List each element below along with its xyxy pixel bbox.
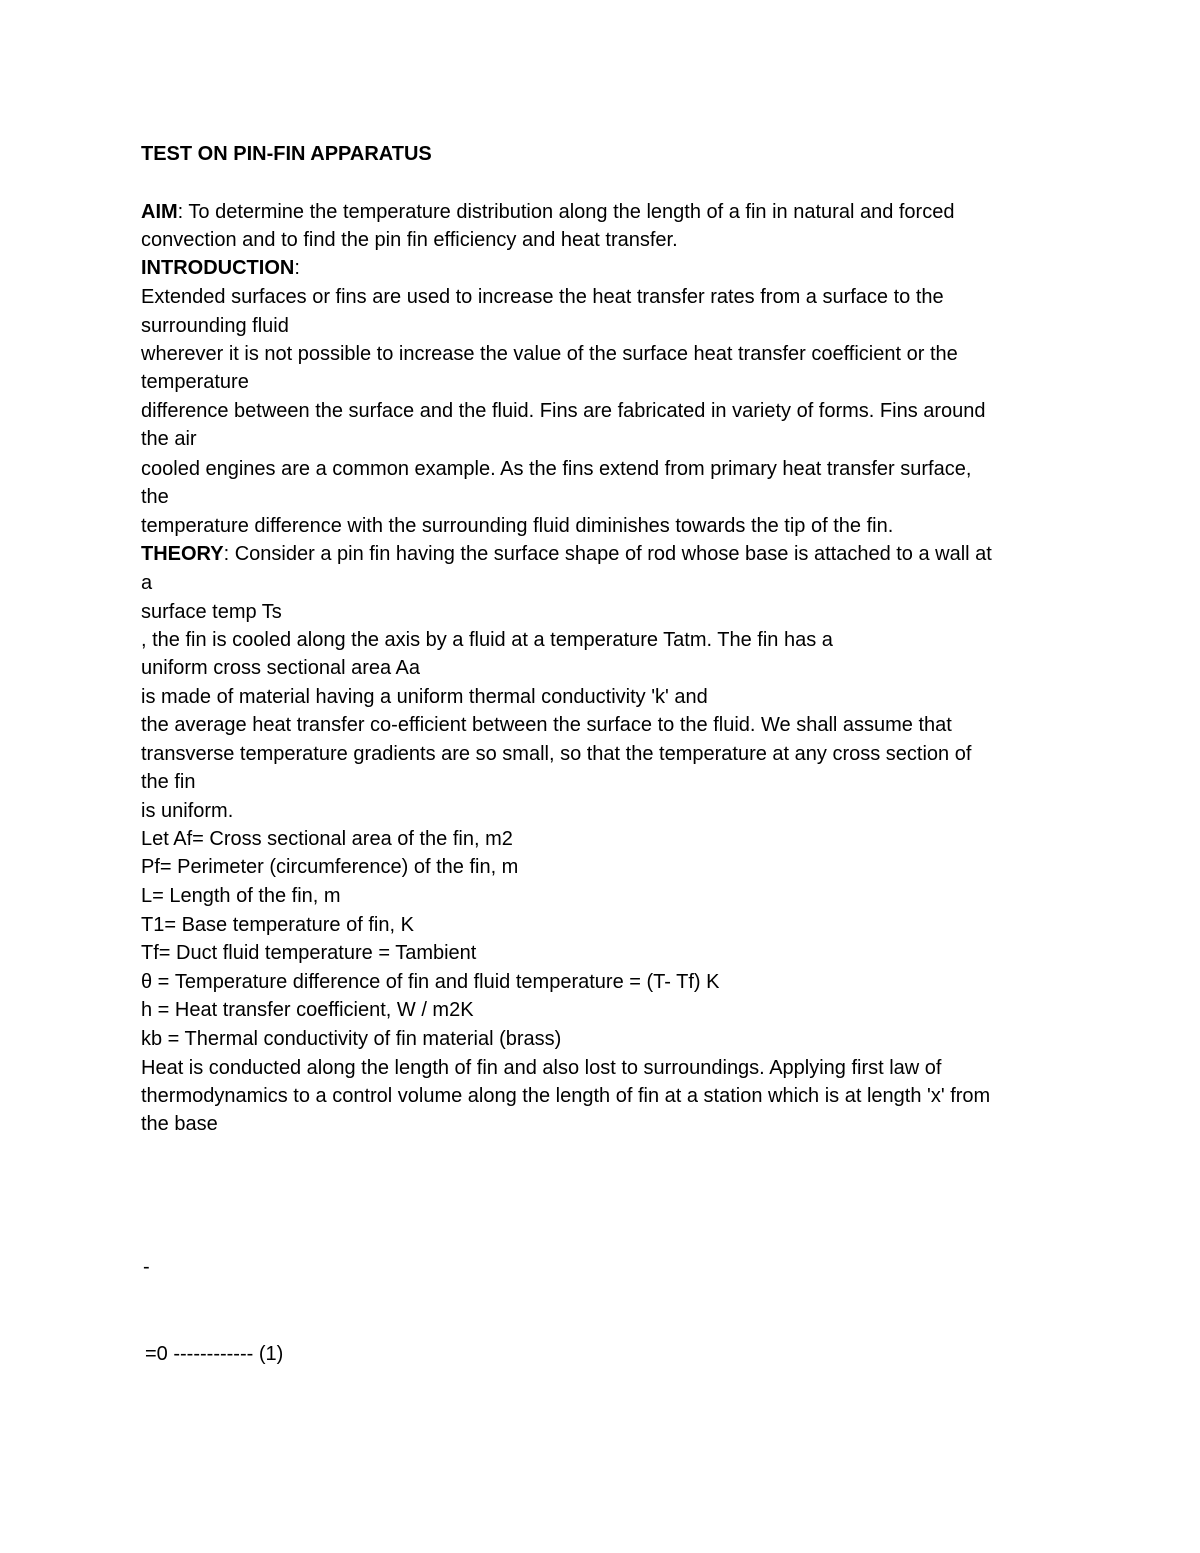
theory-line: is made of material having a uniform thermal conductivity 'k' and bbox=[141, 686, 708, 708]
variable-definition: θ = Temperature difference of fin and fluid temperature = (T- Tf) K bbox=[141, 971, 720, 993]
aim-line-2: convection and to find the pin fin efficiency and heat transfer. bbox=[141, 229, 678, 251]
equation-line-1: =0 ------------ (1) bbox=[145, 1343, 284, 1365]
intro-line: the bbox=[141, 486, 169, 508]
introduction-label: INTRODUCTION bbox=[141, 257, 295, 279]
theory-line: transverse temperature gradients are so small, so that the temperature at any cross section of bbox=[141, 743, 972, 765]
intro-line: temperature difference with the surrounding fluid diminishes towards the tip of the fin. bbox=[141, 515, 894, 537]
intro-line: cooled engines are a common example. As the fins extend from primary heat transfer surface, bbox=[141, 458, 972, 480]
intro-line: surrounding fluid bbox=[141, 315, 289, 337]
variable-definition: h = Heat transfer coefficient, W / m2K bbox=[141, 999, 474, 1021]
intro-line: difference between the surface and the fluid. Fins are fabricated in variety of forms. Fins around bbox=[141, 400, 986, 422]
introduction-heading bbox=[141, 256, 300, 280]
theory-line: the base bbox=[141, 1113, 218, 1135]
theory-line: , the fin is cooled along the axis by a fluid at a temperature Tatm. The fin has a bbox=[141, 629, 833, 651]
theory-line: uniform cross sectional area Aa bbox=[141, 657, 421, 679]
theory-text-1: : Consider a pin fin having the surface shape of rod whose base is attached to a wall at bbox=[223, 543, 992, 565]
theory-line: the average heat transfer co-efficient between the surface to the fluid. We shall assume that bbox=[141, 714, 952, 736]
document-title: TEST ON PIN-FIN APPARATUS bbox=[141, 143, 432, 165]
theory-line: surface temp Ts bbox=[141, 601, 282, 623]
variable-definition: L= Length of the fin, m bbox=[141, 885, 341, 907]
variable-definition: kb = Thermal conductivity of fin material (brass) bbox=[141, 1028, 562, 1050]
theory-line: the fin bbox=[141, 771, 196, 793]
intro-line: the air bbox=[141, 428, 197, 450]
variable-definition: Tf= Duct fluid temperature = Tambient bbox=[141, 942, 477, 964]
aim-line-1 bbox=[141, 200, 954, 224]
intro-line: wherever it is not possible to increase the value of the surface heat transfer coefficient or the bbox=[141, 343, 958, 365]
theory-label: THEORY bbox=[141, 543, 224, 565]
aim-label: AIM bbox=[141, 201, 178, 223]
intro-line: Extended surfaces or fins are used to increase the heat transfer rates from a surface to the bbox=[141, 286, 944, 308]
theory-line: is uniform. bbox=[141, 800, 234, 822]
intro-line: temperature bbox=[141, 371, 249, 393]
theory-heading bbox=[141, 542, 992, 566]
theory-line: thermodynamics to a control volume along the length of fin at a station which is at length 'x' from bbox=[141, 1085, 991, 1107]
introduction-colon: : bbox=[294, 257, 300, 279]
variable-definition: Pf= Perimeter (circumference) of the fin, m bbox=[141, 856, 519, 878]
equation-dash: - bbox=[143, 1256, 150, 1278]
variable-definition: T1= Base temperature of fin, K bbox=[141, 914, 414, 936]
theory-line: Heat is conducted along the length of fin and also lost to surroundings. Applying first law of bbox=[141, 1057, 942, 1079]
theory-line: a bbox=[141, 572, 153, 594]
aim-text-1: : To determine the temperature distribution along the length of a fin in natural and forced bbox=[177, 201, 955, 223]
variable-definition: Let Af= Cross sectional area of the fin, m2 bbox=[141, 828, 513, 850]
